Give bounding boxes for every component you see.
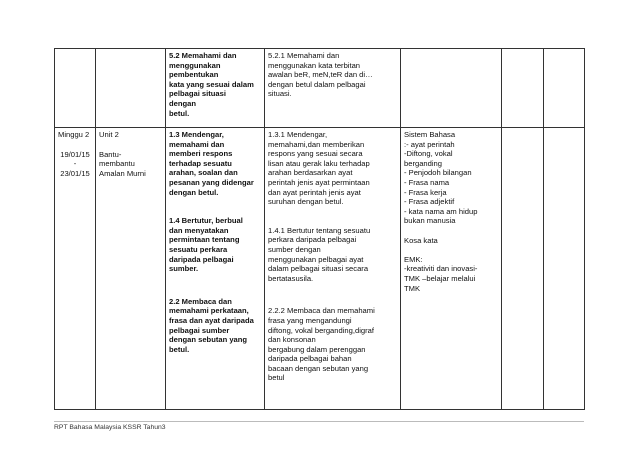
notes-cell [401, 49, 502, 128]
theme-cell [96, 49, 166, 128]
extra-cell-2 [544, 49, 585, 128]
notes-cell [401, 128, 502, 410]
date-start: 19/01/15 [60, 149, 90, 159]
theme-title: Bantu- membantu Amalan Murni [99, 149, 146, 178]
week-cell [55, 128, 96, 410]
learning-standard-1-4-1: 1.4.1 Bertutur tentang sesuatu perkara daripada pelbagai sumber dengan menggunakan pelbagai ayat dalam pelbagai situasi secara bertatasusila. [268, 225, 371, 283]
extra-cell-1 [502, 128, 544, 410]
learning-standard-5-2-1: 5.2.1 Memahami dan menggunakan kata terbitan awalan beR, meN,teR dan di… dengan betul dalam pelbagai situasi. [268, 51, 373, 99]
learning-standard-cell [265, 49, 401, 128]
theme-cell [96, 128, 166, 410]
week-cell [55, 49, 96, 128]
table-row [55, 49, 585, 128]
date-end: 23/01/15 [60, 168, 90, 178]
content-standard-cell [166, 49, 265, 128]
extra-cell-2 [544, 128, 585, 410]
content-standard-5-2: 5.2 Memahami dan menggunakan pembentukan kata yang sesuai dalam pelbagai situasi dengan betul. [169, 51, 254, 118]
table-row [55, 128, 585, 410]
learning-standard-1-3-1: 1.3.1 Mendengar, memahami,dan memberikan respons yang sesuai secara lisan atau gerak laku terhadap arahan berdasarkan ayat perintah jenis ayat permintaan dan ayat perintah jenis ayat suruhan dengan betul. [268, 130, 370, 207]
content-standard-1-4: 1.4 Bertutur, berbual dan menyatakan permintaan tentang sesuatu perkara daripada pelbagai sumber. [169, 216, 243, 274]
learning-standard-2-2-2: 2.2.2 Membaca dan memahami frasa yang mengandungi diftong, vokal berganding,digraf dan konsonan bergabung dalam perenggan daripada pelbagai bahan bacaan dengan sebutan yang betul [268, 306, 375, 383]
notes-text: Sistem Bahasa :- ayat perintah -Diftong, vokal berganding - Penjodoh bilangan - Frasa nama - Frasa kerja - Frasa adjektif - kata nama am hidup bukan manusia Kosa kata EMK: -kreativiti dan inovasi- TMK –belajar melalui TMK [404, 130, 478, 293]
content-standard-1-3: 1.3 Mendengar, memahami dan memberi respons terhadap sesuatu arahan, soalan dan pesanan yang didengar dengan betul. [169, 130, 254, 197]
content-standard-cell [166, 128, 265, 410]
extra-cell-1 [502, 49, 544, 128]
footer-divider [54, 421, 584, 422]
content-standard-2-2: 2.2 Membaca dan memahami perkataan, frasa dan ayat daripada pelbagai sumber dengan sebutan yang betul. [169, 296, 254, 354]
scheme-of-work-table [54, 48, 585, 410]
unit-label: Unit 2 [99, 130, 119, 139]
week-label: Minggu 2 [58, 130, 90, 139]
date-separator: - [73, 159, 77, 169]
learning-standard-cell [265, 128, 401, 410]
footer-text: RPT Bahasa Malaysia KSSR Tahun3 [54, 424, 166, 431]
